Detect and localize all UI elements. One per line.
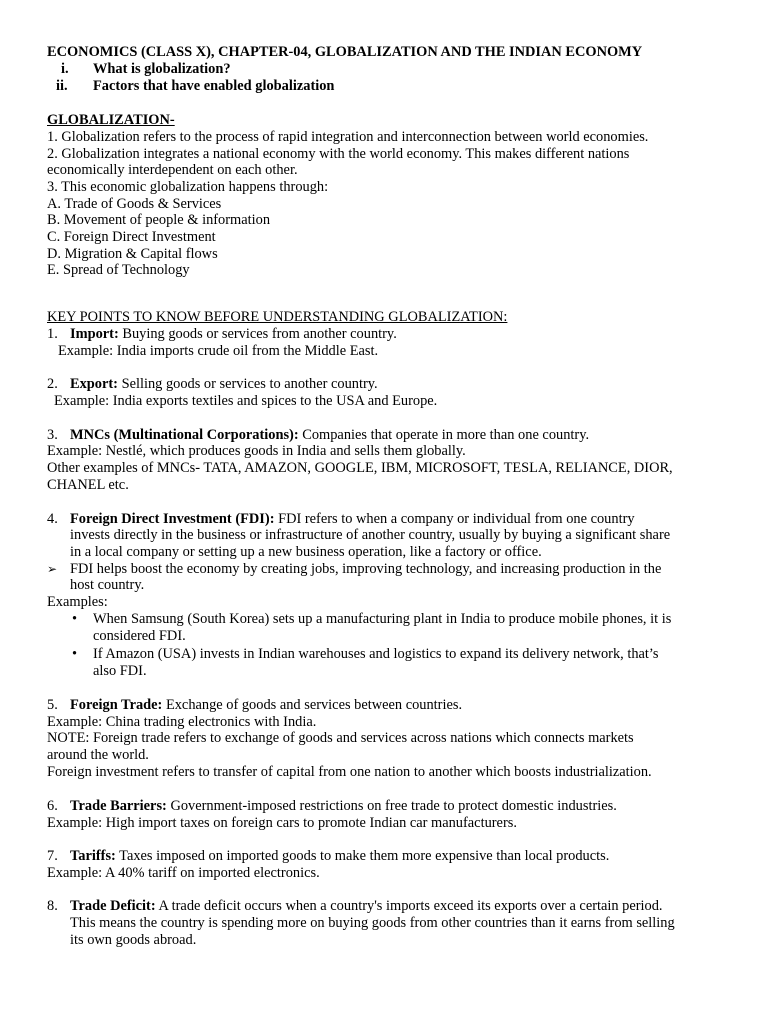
point-number: 5. — [47, 697, 58, 713]
paragraph: This means the country is spending more on buying goods from other countries than it earns from selling — [70, 915, 675, 931]
point-term: Trade Barriers: — [70, 798, 167, 814]
paragraph: its own goods abroad. — [70, 932, 197, 948]
point-term: Foreign Direct Investment (FDI): — [70, 511, 275, 527]
point-number: 7. — [47, 848, 58, 864]
key-point — [47, 798, 617, 815]
arrow-text: FDI helps boost the economy by creating jobs, improving technology, and increasing production in the — [70, 561, 662, 577]
point-number: 4. — [47, 511, 58, 527]
paragraph: 2. Globalization integrates a national economy with the world economy. This makes different nations — [47, 146, 630, 162]
arrow-point — [47, 561, 662, 578]
bullet-item — [72, 611, 672, 628]
key-point — [47, 427, 590, 444]
point-term: Export: — [70, 376, 118, 392]
bullet-item — [72, 646, 659, 663]
note: around the world. — [47, 747, 149, 763]
paragraph: considered FDI. — [93, 628, 186, 644]
point-definition: A trade deficit occurs when a country's imports exceed its exports over a certain period. — [155, 898, 663, 914]
list-item: B. Movement of people & information — [47, 212, 271, 228]
example: Example: Nestlé, which produces goods in India and sells them globally. — [47, 443, 466, 459]
point-definition: Selling goods or services to another country. — [117, 376, 378, 392]
bullet-text: When Samsung (South Korea) sets up a manufacturing plant in India to produce mobile phones, it is — [93, 611, 672, 627]
paragraph: invests directly in the business or infrastructure of another country, usually by buying a significant share — [70, 527, 671, 543]
list-item: E. Spread of Technology — [47, 262, 190, 278]
point-number: 1. — [47, 326, 58, 342]
key-point — [47, 326, 397, 343]
paragraph: 1. Globalization refers to the process of rapid integration and interconnection between world economies. — [47, 129, 649, 145]
point-definition: Companies that operate in more than one country. — [298, 427, 590, 443]
section-heading: KEY POINTS TO KNOW BEFORE UNDERSTANDING GLOBALIZATION: — [47, 309, 508, 325]
paragraph: host country. — [70, 577, 145, 593]
point-term: Foreign Trade: — [70, 697, 163, 713]
paragraph: also FDI. — [93, 663, 147, 679]
bullet-dot-icon: • — [72, 646, 78, 662]
key-point — [47, 511, 635, 528]
point-definition: FDI refers to when a company or individual from one country — [274, 511, 635, 527]
bullet-text: If Amazon (USA) invests in Indian warehouses and logistics to expand its delivery network, that’s — [93, 646, 659, 662]
point-definition: Exchange of goods and services between countries. — [162, 697, 463, 713]
example: Example: India exports textiles and spices to the USA and Europe. — [54, 393, 438, 409]
point-term: MNCs (Multinational Corporations): — [70, 427, 299, 443]
point-number: 3. — [47, 427, 58, 443]
topic-number: ii. — [56, 78, 68, 94]
paragraph: in a local company or setting up a new business operation, like a factory or office. — [70, 544, 542, 560]
topic-text: Factors that have enabled globalization — [93, 78, 335, 94]
point-term: Trade Deficit: — [70, 898, 156, 914]
point-definition: Buying goods or services from another country. — [118, 326, 397, 342]
topic-item — [56, 78, 335, 95]
note: NOTE: Foreign trade refers to exchange of goods and services across nations which connects markets — [47, 730, 634, 746]
topic-text: What is globalization? — [93, 61, 231, 77]
point-term: Import: — [70, 326, 119, 342]
example: Example: China trading electronics with India. — [47, 714, 317, 730]
key-point — [47, 697, 463, 714]
note: Foreign investment refers to transfer of capital from one nation to another which boosts industrialization. — [47, 764, 652, 780]
key-point — [47, 898, 663, 915]
topic-item — [61, 61, 231, 78]
examples-label: Examples: — [47, 594, 108, 610]
document-title: ECONOMICS (CLASS X), CHAPTER-04, GLOBALIZATION AND THE INDIAN ECONOMY — [47, 44, 643, 60]
paragraph: CHANEL etc. — [47, 477, 129, 493]
point-definition: Taxes imposed on imported goods to make them more expensive than local products. — [115, 848, 610, 864]
example: Example: A 40% tariff on imported electronics. — [47, 865, 320, 881]
example: Example: India imports crude oil from the Middle East. — [58, 343, 379, 359]
list-item: A. Trade of Goods & Services — [47, 196, 222, 212]
key-point — [47, 376, 378, 393]
list-item: C. Foreign Direct Investment — [47, 229, 216, 245]
section-heading: GLOBALIZATION- — [47, 112, 175, 128]
arrow-bullet-icon: ➢ — [47, 562, 58, 576]
list-item: D. Migration & Capital flows — [47, 246, 218, 262]
point-number: 6. — [47, 798, 58, 814]
example: Example: High import taxes on foreign cars to promote Indian car manufacturers. — [47, 815, 517, 831]
paragraph: economically interdependent on each other. — [47, 162, 298, 178]
paragraph: Other examples of MNCs- TATA, AMAZON, GOOGLE, IBM, MICROSOFT, TESLA, RELIANCE, DIOR, — [47, 460, 673, 476]
bullet-dot-icon: • — [72, 611, 78, 627]
point-number: 8. — [47, 898, 58, 914]
point-term: Tariffs: — [70, 848, 116, 864]
paragraph: 3. This economic globalization happens through: — [47, 179, 329, 195]
point-definition: Government-imposed restrictions on free trade to protect domestic industries. — [166, 798, 617, 814]
key-point — [47, 848, 610, 865]
topic-number: i. — [61, 61, 69, 77]
point-number: 2. — [47, 376, 58, 392]
